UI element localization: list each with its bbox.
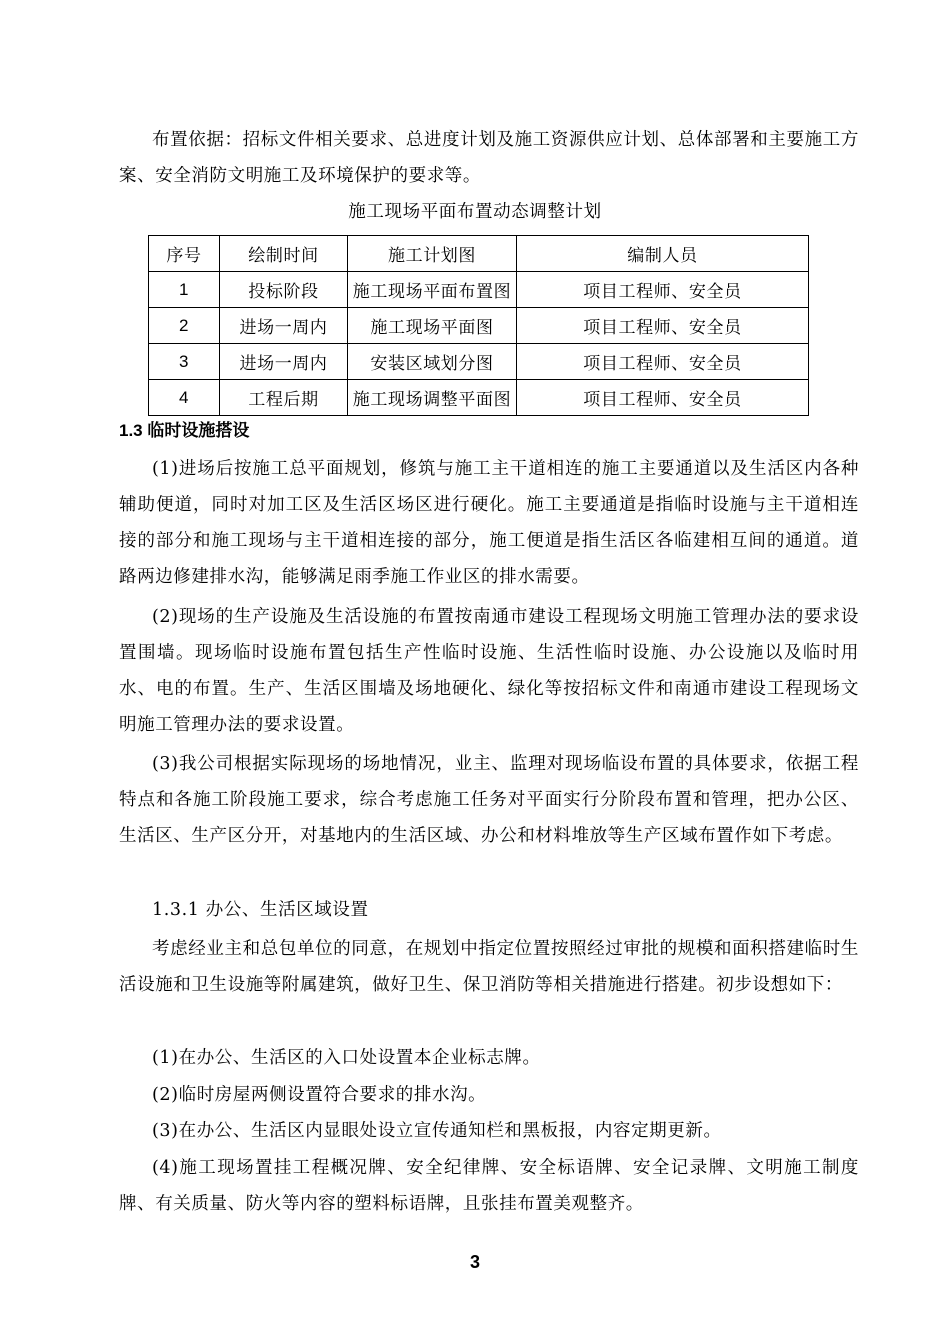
list-item-2: (2)临时房屋两侧设置符合要求的排水沟。 — [152, 1085, 487, 1105]
table-cell: 项目工程师、安全员 — [517, 380, 809, 416]
table-header-row — [149, 236, 809, 272]
table-row — [149, 344, 809, 380]
subsection-heading: 1.3.1 办公、生活区域设置 — [152, 900, 369, 920]
table-cell: 施工现场平面图 — [348, 308, 517, 344]
table-cell: 项目工程师、安全员 — [517, 308, 809, 344]
table-cell: 项目工程师、安全员 — [517, 344, 809, 380]
intro-paragraph: 布置依据：招标文件相关要求、总进度计划及施工资源供应计划、总体部署和主要施工方案、安全消防文明施工及环境保护的要求等。 — [119, 130, 859, 186]
list-item-3: (3)在办公、生活区内显眼处设立宣传通知栏和黑板报，内容定期更新。 — [152, 1121, 722, 1141]
table-cell: 1 — [149, 272, 220, 308]
table-row — [149, 272, 809, 308]
section-heading: 1.3 临时设施搭设 — [119, 421, 250, 440]
section-paragraph-3: (3)我公司根据实际现场的场地情况，业主、监理对现场临设布置的具体要求，依据工程特点和各施工阶段施工要求，综合考虑施工任务对平面实行分阶段布置和管理，把办公区、生活区、生产区分开，对基地内的生活区域、办公和材料堆放等生产区域布置作如下考虑。 — [119, 754, 859, 846]
table-cell: 2 — [149, 308, 220, 344]
table-cell: 项目工程师、安全员 — [517, 272, 809, 308]
table-cell: 安装区域划分图 — [348, 344, 517, 380]
table-cell: 进场一周内 — [220, 344, 348, 380]
plan-table — [148, 235, 809, 416]
table-row — [149, 308, 809, 344]
table-cell: 施工现场调整平面图 — [348, 380, 517, 416]
table-cell: 4 — [149, 380, 220, 416]
table-cell: 施工现场平面布置图 — [348, 272, 517, 308]
subsection-intro: 考虑经业主和总包单位的同意，在规划中指定位置按照经过审批的规模和面积搭建临时生活设施和卫生设施等附属建筑，做好卫生、保卫消防等相关措施进行搭建。初步设想如下： — [119, 939, 859, 995]
table-caption: 施工现场平面布置动态调整计划 — [348, 202, 602, 222]
section-paragraph-2: (2)现场的生产设施及生活设施的布置按南通市建设工程现场文明施工管理办法的要求设置围墙。现场临时设施布置包括生产性临时设施、生活性临时设施、办公设施以及临时用水、电的布置。生产、生活区围墙及场地硬化、绿化等按招标文件和南通市建设工程现场文明施工管理办法的要求设置。 — [119, 607, 859, 735]
header-cell: 施工计划图 — [348, 236, 517, 272]
header-cell: 编制人员 — [517, 236, 809, 272]
table-row — [149, 380, 809, 416]
table-cell: 3 — [149, 344, 220, 380]
table-cell: 投标阶段 — [220, 272, 348, 308]
list-item-4: (4)施工现场置挂工程概况牌、安全纪律牌、安全标语牌、安全记录牌、文明施工制度牌、有关质量、防火等内容的塑料标语牌，且张挂布置美观整齐。 — [119, 1158, 859, 1214]
table-cell: 进场一周内 — [220, 308, 348, 344]
page-number: 3 — [469, 1252, 480, 1272]
header-cell: 绘制时间 — [220, 236, 348, 272]
section-paragraph-1: (1)进场后按施工总平面规划，修筑与施工主干道相连的施工主要通道以及生活区内各种辅助便道，同时对加工区及生活区场区进行硬化。施工主要通道是指临时设施与主干道相连接的部分和施工现场与主干道相连接的部分，施工便道是指生活区各临建相互间的通道。道路两边修建排水沟，能够满足雨季施工作业区的排水需要。 — [119, 459, 859, 587]
list-item-1: (1)在办公、生活区的入口处设置本企业标志牌。 — [152, 1048, 541, 1068]
header-cell: 序号 — [149, 236, 220, 272]
table-cell: 工程后期 — [220, 380, 348, 416]
